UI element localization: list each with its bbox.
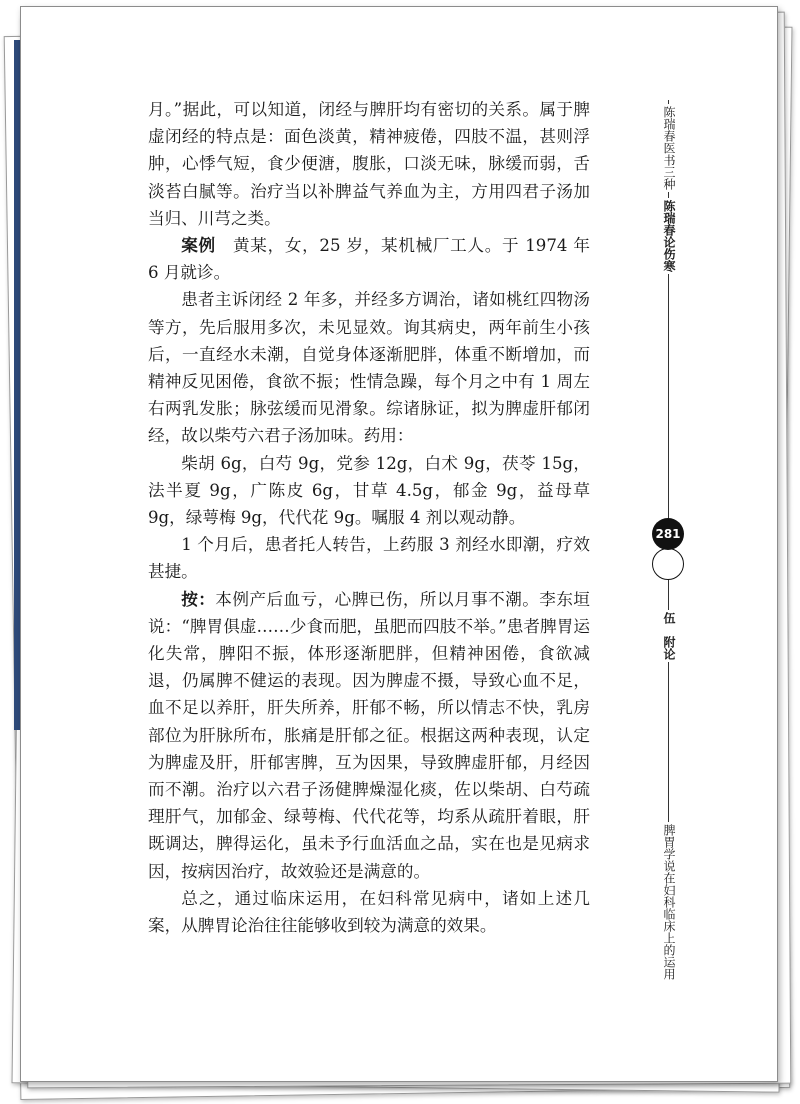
note-text: 本例产后血亏，心脾已伤，所以月事不潮。李东垣说：“脾胃俱虚……少食而肥，虽肥而四肢不举。”患者脾胃运化失常，脾阳不振，体形逐渐肥胖，但精神困倦，食欲减退，仍属脾不健运的表现。因为脾虚不摄，导致心血不足，血不足以养肝，肝失所养，肝郁不畅，所以情志不快，乳房部位为肝脉所布，胀痛是肝郁之征。根据这两种表现，认定为脾虚及肝，肝郁害脾，互为因果，导致脾虚肝郁，月经因而不潮。治疗以六君子汤健脾燥湿化痰，佐以柴胡、白芍疏理肝气，加郁金、绿萼梅、代代花等，均系从疏肝着眼，肝既调达，脾得运化，虽未予行血活血之品，实在也是见病求因，按病因治疗，故效验还是满意的。 — [148, 589, 591, 881]
paragraph-note — [148, 586, 590, 885]
page-number: 281 — [652, 518, 684, 550]
sidebar-section-title: 伍 附论 — [662, 612, 676, 660]
case-label: 案例 — [181, 235, 216, 256]
paragraph-case — [148, 232, 590, 286]
sidebar-book-title: 陈瑞春论伤寒 — [662, 200, 676, 272]
sidebar-series-title: 陈瑞春医书三种 — [662, 106, 676, 190]
paragraph-5: 1 个月后，患者托人转告，上药服 3 剂经水即潮，疗效甚捷。 — [148, 535, 590, 582]
paragraph-prescription: 柴胡 6g，白芍 9g，党参 12g，白术 9g，茯苓 15g，法半夏 9g，广陈皮 6g，甘草 4.5g，郁金 9g，益母草 9g，绿萼梅 9g，代代花 9g。嘱服 4 剂以观动静。 — [148, 453, 590, 528]
paragraph-3: 患者主诉闭经 2 年多，并经多方调治，诸如桃红四物汤等方，先后服用多次，未见显效。询其病史，两年前生小孩后，一直经水未潮，自觉身体逐渐肥胖，体重不断增加，而精神反见困倦，食欲不振；性情急躁，每个月之中有 1 周左右两乳发胀；脉弦缓而见滑象。综诸脉证，拟为脾虚肝郁闭经，故以柴芍六君子汤加味。药用： — [148, 290, 590, 446]
page-body — [148, 96, 590, 939]
page-number-ring — [652, 548, 684, 580]
paragraph-1: 月。”据此，可以知道，闭经与脾肝均有密切的关系。属于脾虚闭经的特点是：面色淡黄，精神疲倦，四肢不温，甚则浮肿，心悸气短，食少便溏，腹胀，口淡无味，脉缓而弱，舌淡苔白腻等。治疗当以补脾益气养血为主，方用四君子汤加当归、川芎之类。 — [148, 100, 590, 228]
note-label: 按： — [181, 588, 216, 609]
paragraph-7: 总之，通过临床运用，在妇科常见病中，诸如上述几案，从脾胃论治往往能够收到较为满意的效果。 — [148, 888, 590, 936]
case-text: 黄某，女，25 岁，某机械厂工人。于 1974 年 6 月就诊。 — [148, 236, 591, 283]
sidebar-chapter-title: 脾胃学说在妇科临床上的运用 — [662, 824, 676, 980]
